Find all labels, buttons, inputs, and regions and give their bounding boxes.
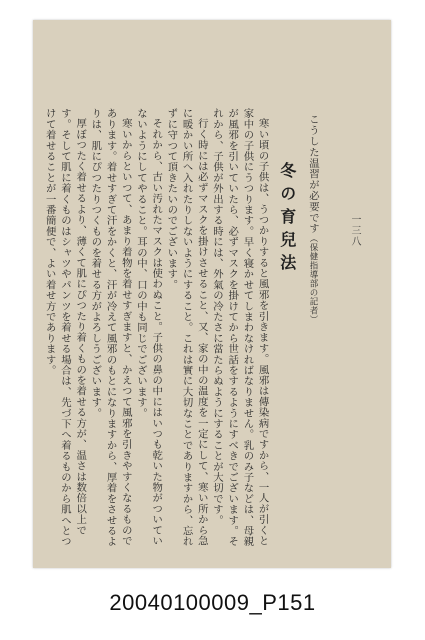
subheading [305,114,320,556]
paragraph: 行く時には必ずマスクを掛けさせること、又、家の中の温度を一定にして、寒い所から急に暖かい所へ入れたりしないようにすること。これは實に大切なことでありますから、忘れずに守つて頂きたいのでございます。 [165,108,208,547]
article-title: 冬の育兒法 [277,162,297,277]
paragraph: 厚ぼつたく着せるより、薄くて肌にぴつたり着くものを着せる方が、温さは数倍以上です。そして肌に着くものはシャツやパンツを着せる場合は、先づ下へ着るものから肌へとつけて着せることが一番簡便で、よい着せ方であります。 [43,108,87,547]
image-caption: 20040100009_P151 [109,590,316,615]
subheading-source: （保健指導部の記者） [308,233,318,324]
paragraph: 寒いからといつて、あまり着物を着せすぎますと、かえつて風邪を引きやすくなるものであります。着せすぎて汗をかくと、汗が冷えて風邪のもとになりますから、厚着をさせるよりは、肌にぴつたりつくものを着せる方がよろしうございます。 [89,108,132,547]
document-body [43,108,320,556]
paragraph: それから、古い汚れたマスクは使わぬこと。子供の鼻の中にはいつも乾いた物がついていないようにしてやること。耳の中、口の中も同じでございます。 [134,108,163,547]
paragraph: 寒い頃の子供は、うつかりすると風邪を引きます。風邪は傳染病ですから、一人が引くと家中の子供にうつります。早く寝かせてしまわなければなりません。乳のみ子などは、母親が風邪を引いていたら、必ずマスクを掛けてから世話をするようにすべきでございます。それから、子供が外出する時には、外氣の冷たさに當たらぬようにすることが大切です。 [210,108,269,547]
page-number: 一三八 [349,214,360,247]
subheading-text: こうした温習が必要です [307,114,319,234]
